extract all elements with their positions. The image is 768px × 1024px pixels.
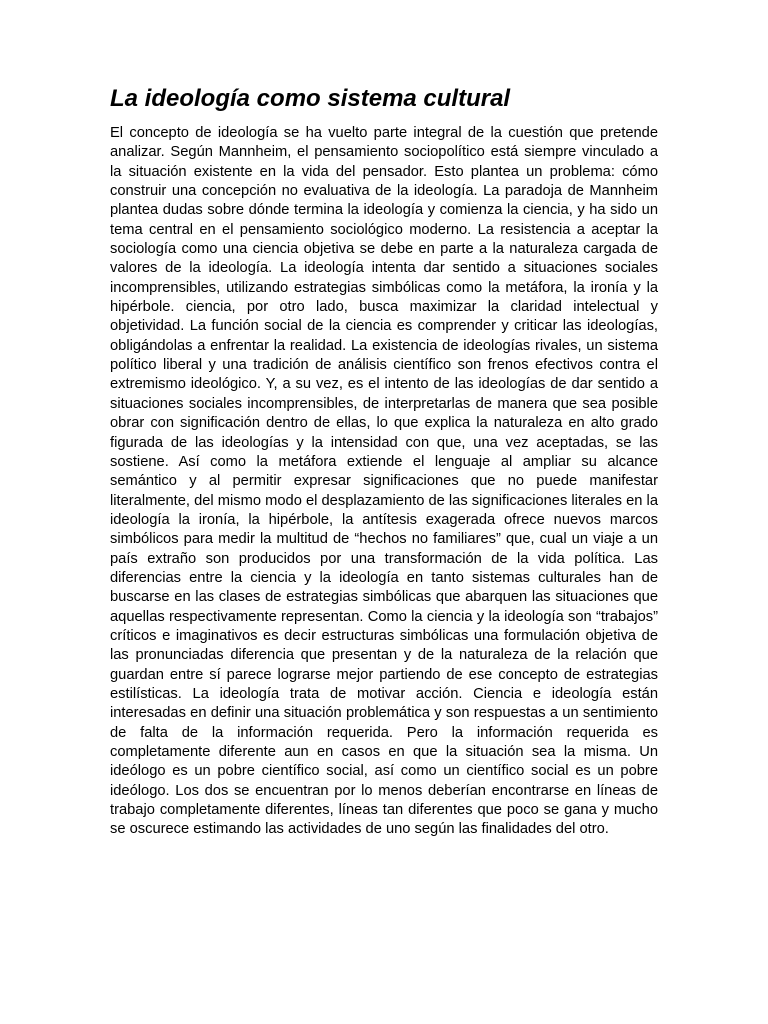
document-body-paragraph: El concepto de ideología se ha vuelto parte integral de la cuestión que pretende analizar. Según Mannheim, el pensamiento sociopolítico está siempre vinculado a la situación existente en la vida del pensador. Esto plantea un problema: cómo construir una concepción no evaluativa de la ideología. La paradoja de Mannheim plantea dudas sobre dónde termina la ideología y comienza la ciencia, y ha sido un tema central en el pensamiento sociológico moderno. La resistencia a aceptar la sociología como una ciencia objetiva se debe en parte a la naturaleza cargada de valores de la ideología. La ideología intenta dar sentido a situaciones sociales incomprensibles, utilizando estrategias simbólicas como la metáfora, la ironía y la hipérbole. ciencia, por otro lado, busca maximizar la claridad intelectual y objetividad. La función social de la ciencia es comprender y criticar las ideologías, obligándolas a enfrentar la realidad. La existencia de ideologías rivales, un sistema político liberal y una tradición de análisis científico son frenos efectivos contra el extremismo ideológico. Y, a su vez, es el intento de las ideologías de dar sentido a situaciones sociales incomprensibles, de interpretarlas de manera que sea posible obrar con significación dentro de ellas, lo que explica la naturaleza en alto grado figurada de las ideologías y la intensidad con que, una vez aceptadas, se las sostiene. Así como la metáfora extiende el lenguaje al ampliar su alcance semántico y al permitir expresar significaciones que no puede manifestar literalmente, del mismo modo el desplazamiento de las significaciones literales en la ideología la ironía, la hipérbole, la antítesis exagerada ofrece nuevos marcos simbólicos para medir la multitud de “hechos no familiares” que, cual un viaje a un país extraño son producidos por una transformación de la vida política. Las diferencias entre la ciencia y la ideología en tanto sistemas culturales han de buscarse en las clases de estrategias simbólicas que abarquen las situaciones que aquellas respectivamente representan. Como la ciencia y la ideología son “trabajos” críticos e imaginativos es decir estructuras simbólicas una formulación objetiva de las pronunciadas diferencia que presentan y de la naturaleza de la relación que guardan entre sí parece lograrse mejor partiendo de ese concepto de estrategias estilísticas. La ideología trata de motivar acción. Ciencia e ideología están interesadas en definir una situación problemática y son respuestas a un sentimiento de falta de la información requerida. Pero la información requerida es completamente diferente aun en casos en que la situación sea la misma. Un ideólogo es un pobre científico social, así como un científico social es un pobre ideólogo. Los dos se encuentran por lo menos deberían encontrarse en líneas de trabajo completamente diferentes, líneas tan diferentes que poco se gana y mucho se oscurece estimando las actividades de uno según las finalidades del otro.	[110, 125, 658, 838]
document-title: La ideología como sistema cultural	[110, 85, 511, 112]
document-page	[110, 82, 658, 840]
